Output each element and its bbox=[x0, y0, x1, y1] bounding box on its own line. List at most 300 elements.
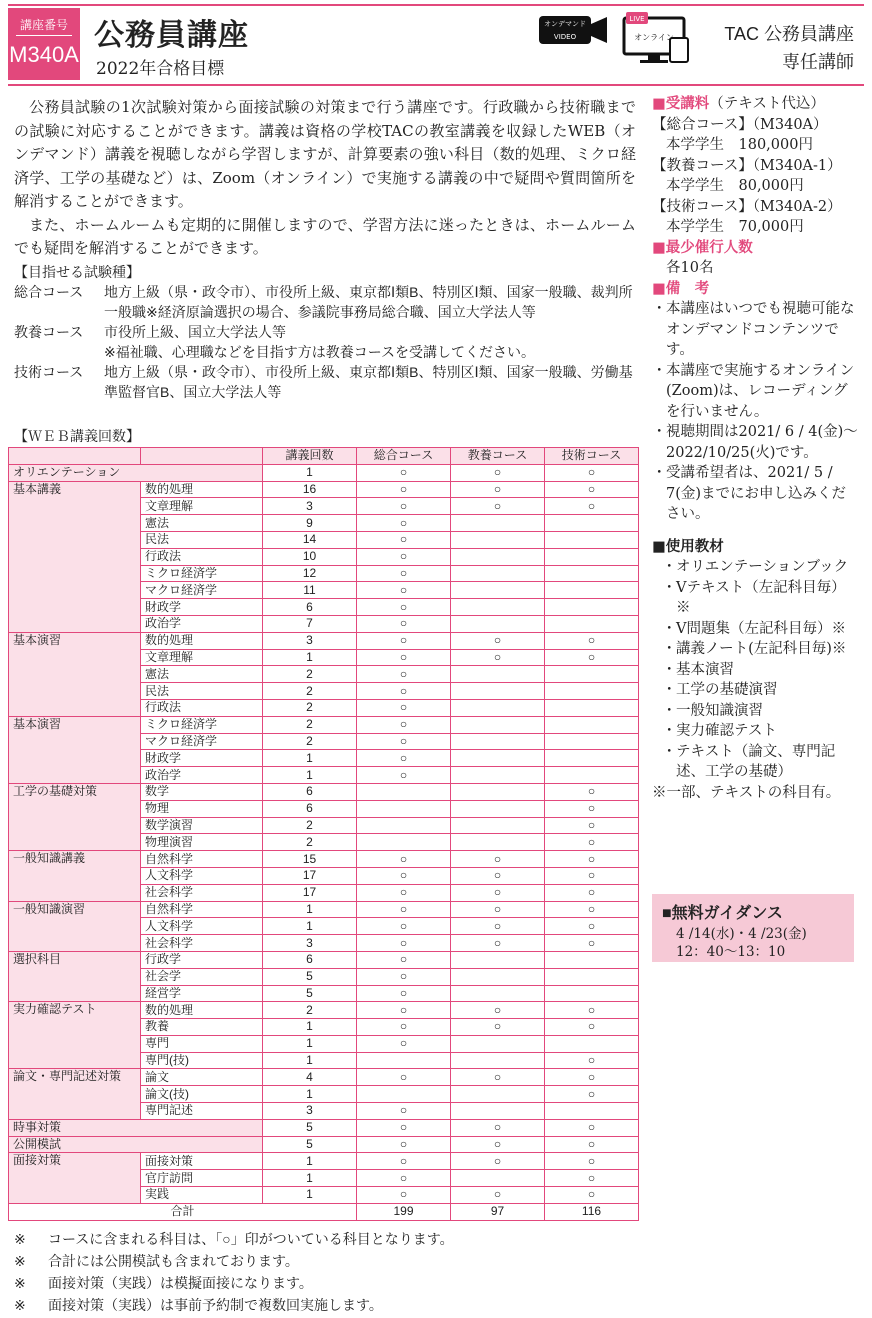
lecture-count: 16 bbox=[263, 481, 357, 498]
course-mark: ○ bbox=[357, 985, 451, 1002]
table-row bbox=[9, 1119, 639, 1136]
course-mark bbox=[545, 951, 639, 968]
lecture-count: 1 bbox=[263, 1187, 357, 1204]
table-subject: 官庁訪問 bbox=[141, 1170, 263, 1187]
table-subject: 民法 bbox=[141, 683, 263, 700]
course-mark: ○ bbox=[545, 918, 639, 935]
exam-course-name: 総合コース bbox=[14, 284, 84, 300]
table-row bbox=[9, 951, 639, 968]
course-mark bbox=[451, 599, 545, 616]
course-mark: ○ bbox=[357, 632, 451, 649]
table-subject: 専門(技) bbox=[141, 1052, 263, 1069]
table-subject: 論文(技) bbox=[141, 1086, 263, 1103]
lecture-count: 1 bbox=[263, 649, 357, 666]
fee-heading bbox=[652, 94, 860, 115]
course-mark bbox=[545, 1103, 639, 1120]
lecture-count: 3 bbox=[263, 632, 357, 649]
course-mark: ○ bbox=[357, 464, 451, 481]
lecture-count: 2 bbox=[263, 817, 357, 834]
table-subject: ミクロ経済学 bbox=[141, 565, 263, 582]
course-mark bbox=[545, 582, 639, 599]
table-subject: 社会学 bbox=[141, 968, 263, 985]
course-mark: ○ bbox=[545, 800, 639, 817]
bullet-icon: ・ bbox=[662, 641, 677, 657]
header-cell-technical: 技術コース bbox=[545, 448, 639, 465]
course-mark: ○ bbox=[357, 733, 451, 750]
table-row bbox=[9, 783, 639, 800]
exam-targets: 地方上級（県・政令市）、市役所上級、東京都Ⅰ類B、特別区Ⅰ類、国家一般職、労働基準監督官B、国立大学法人等 bbox=[104, 364, 633, 400]
total-general: 199 bbox=[357, 1203, 451, 1220]
course-mark bbox=[545, 750, 639, 767]
course-mark bbox=[451, 683, 545, 700]
course-mark bbox=[545, 985, 639, 1002]
header-cell-liberal: 教養コース bbox=[451, 448, 545, 465]
course-mark: ○ bbox=[357, 666, 451, 683]
lecture-count: 1 bbox=[263, 767, 357, 784]
course-mark: ○ bbox=[357, 1035, 451, 1052]
footnote-mark: ※ bbox=[14, 1253, 26, 1269]
course-mark bbox=[451, 968, 545, 985]
fee-course-name: 【教養コース】 bbox=[652, 157, 753, 174]
remark-text: 視聴期間は2021/ 6 / 4(金)～2022/10/25(火)です。 bbox=[666, 424, 858, 461]
course-mark bbox=[545, 733, 639, 750]
course-mark: ○ bbox=[545, 1086, 639, 1103]
header-cell-count: 講義回数 bbox=[263, 448, 357, 465]
exam-row bbox=[14, 282, 644, 322]
lecture-count: 1 bbox=[263, 918, 357, 935]
course-mark bbox=[451, 716, 545, 733]
course-mark bbox=[545, 1035, 639, 1052]
total-label: 合計 bbox=[9, 1203, 357, 1220]
lecture-count: 6 bbox=[263, 599, 357, 616]
table-subject: 教養 bbox=[141, 1019, 263, 1036]
course-mark bbox=[545, 666, 639, 683]
course-mark: ○ bbox=[545, 1052, 639, 1069]
footnote bbox=[14, 1228, 454, 1250]
course-mark: ○ bbox=[545, 901, 639, 918]
table-subject: 社会科学 bbox=[141, 884, 263, 901]
live-online-monitor-icon bbox=[622, 10, 692, 66]
table-subject: 物理 bbox=[141, 800, 263, 817]
table-subject: マクロ経済学 bbox=[141, 582, 263, 599]
course-mark bbox=[545, 699, 639, 716]
min-value: 各10名 bbox=[666, 260, 714, 276]
lecture-count: 10 bbox=[263, 548, 357, 565]
course-mark bbox=[357, 817, 451, 834]
page-title: 公務員講座 bbox=[94, 18, 249, 53]
course-mark: ○ bbox=[357, 951, 451, 968]
lecture-count: 17 bbox=[263, 884, 357, 901]
table-row bbox=[9, 1069, 639, 1086]
course-mark: ○ bbox=[451, 1187, 545, 1204]
lecture-count: 11 bbox=[263, 582, 357, 599]
table-subject: 経営学 bbox=[141, 985, 263, 1002]
material-text: V問題集（左記科目毎）※ bbox=[676, 620, 846, 637]
table-subject: 数学 bbox=[141, 783, 263, 800]
table-group-name: 選択科目 bbox=[9, 951, 141, 1001]
course-mark bbox=[451, 548, 545, 565]
table-subject: 自然科学 bbox=[141, 851, 263, 868]
lecture-count: 1 bbox=[263, 1153, 357, 1170]
course-mark: ○ bbox=[545, 1002, 639, 1019]
table-subject: 政治学 bbox=[141, 615, 263, 632]
course-mark: ○ bbox=[357, 918, 451, 935]
web-lecture-table bbox=[8, 447, 639, 1221]
course-mark bbox=[451, 515, 545, 532]
exam-row bbox=[14, 362, 644, 402]
course-mark: ○ bbox=[545, 851, 639, 868]
course-mark bbox=[357, 783, 451, 800]
vod-badge-text: オンデマンド bbox=[544, 20, 586, 28]
course-mark: ○ bbox=[451, 1019, 545, 1036]
material-item bbox=[652, 680, 860, 701]
remark-item bbox=[652, 463, 860, 525]
course-mark: ○ bbox=[451, 632, 545, 649]
lecture-count: 2 bbox=[263, 1002, 357, 1019]
table-subject: 文章理解 bbox=[141, 649, 263, 666]
remark-item bbox=[652, 422, 860, 463]
course-mark: ○ bbox=[545, 1019, 639, 1036]
lecture-count: 2 bbox=[263, 683, 357, 700]
course-mark bbox=[451, 1035, 545, 1052]
material-text: テキスト（論文、専門記述、工学の基礎） bbox=[676, 743, 836, 780]
material-item bbox=[652, 578, 860, 619]
exam-course-name bbox=[14, 342, 104, 362]
exam-course-name: 教養コース bbox=[14, 324, 84, 340]
course-mark bbox=[451, 531, 545, 548]
table-subject: 人文科学 bbox=[141, 867, 263, 884]
course-mark: ○ bbox=[545, 1136, 639, 1153]
course-mark: ○ bbox=[357, 582, 451, 599]
course-mark bbox=[451, 615, 545, 632]
table-group-name: オリエンテーション bbox=[9, 464, 263, 481]
bullet-icon: ・ bbox=[662, 723, 677, 739]
footnote-mark: ※ bbox=[14, 1297, 26, 1313]
course-mark: ○ bbox=[357, 1170, 451, 1187]
course-mark: ○ bbox=[357, 548, 451, 565]
vod-sub-text: VIDEO bbox=[553, 33, 577, 41]
table-total-row bbox=[9, 1203, 639, 1220]
material-text: 講義ノート(左記科目毎)※ bbox=[676, 641, 847, 657]
lecture-count: 2 bbox=[263, 834, 357, 851]
lecture-count: 1 bbox=[263, 1170, 357, 1187]
material-text: オリエンテーションブック bbox=[676, 559, 849, 575]
course-mark bbox=[451, 1170, 545, 1187]
exam-targets: 地方上級（県・政令市）、市役所上級、東京都Ⅰ類B、特別区Ⅰ類、国家一般職、裁判所一般職※経済原論選択の場合、参議院事務局総合職、国立大学法人等 bbox=[104, 284, 633, 320]
course-mark bbox=[545, 683, 639, 700]
material-item bbox=[652, 742, 860, 783]
course-mark: ○ bbox=[451, 935, 545, 952]
course-mark: ○ bbox=[357, 1153, 451, 1170]
fee-price: 本学学生 70,000円 bbox=[666, 219, 804, 235]
table-group-name: 基本講義 bbox=[9, 481, 141, 632]
material-text: 実力確認テスト bbox=[676, 723, 777, 739]
remark-item bbox=[652, 299, 860, 361]
fee-course-name: 【技術コース】 bbox=[652, 198, 753, 215]
material-text: 一般知識演習 bbox=[676, 702, 763, 719]
lecture-count: 6 bbox=[263, 783, 357, 800]
lecture-count: 5 bbox=[263, 1119, 357, 1136]
course-mark: ○ bbox=[545, 632, 639, 649]
table-subject: 行政法 bbox=[141, 699, 263, 716]
course-mark: ○ bbox=[451, 1153, 545, 1170]
course-code: M340A bbox=[9, 42, 79, 67]
course-mark bbox=[451, 699, 545, 716]
course-mark: ○ bbox=[357, 1119, 451, 1136]
lecture-count: 1 bbox=[263, 1035, 357, 1052]
course-mark bbox=[451, 565, 545, 582]
course-mark bbox=[357, 834, 451, 851]
material-item bbox=[652, 639, 860, 660]
fee-price: 本学学生 80,000円 bbox=[666, 178, 804, 194]
table-subject: 財政学 bbox=[141, 750, 263, 767]
table-subject: 憲法 bbox=[141, 515, 263, 532]
footnote bbox=[14, 1250, 454, 1272]
lecture-count: 2 bbox=[263, 716, 357, 733]
course-mark: ○ bbox=[451, 481, 545, 498]
instructor-role: 専任講師 bbox=[782, 52, 854, 72]
table-row bbox=[9, 1002, 639, 1019]
course-code-label: 講座番号 bbox=[16, 16, 72, 36]
header-top-rule bbox=[8, 4, 864, 6]
footnote bbox=[14, 1272, 454, 1294]
course-code-badge bbox=[8, 8, 80, 80]
course-mark: ○ bbox=[357, 716, 451, 733]
course-mark: ○ bbox=[357, 481, 451, 498]
table-subject: 専門記述 bbox=[141, 1103, 263, 1120]
course-mark: ○ bbox=[451, 918, 545, 935]
page-header bbox=[0, 0, 872, 86]
lecture-count: 1 bbox=[263, 464, 357, 481]
total-technical: 116 bbox=[545, 1203, 639, 1220]
web-lecture-heading: 【ＷＥＢ講義回数】 bbox=[14, 428, 140, 444]
table-group-name: 一般知識演習 bbox=[9, 901, 141, 951]
lecture-count: 6 bbox=[263, 951, 357, 968]
table-subject: 論文 bbox=[141, 1069, 263, 1086]
fee-price: 本学学生 180,000円 bbox=[666, 137, 813, 153]
footnote bbox=[14, 1294, 454, 1316]
footnotes bbox=[14, 1228, 454, 1316]
course-mark: ○ bbox=[357, 649, 451, 666]
guidance-title: ■無料ガイダンス bbox=[662, 905, 783, 922]
lecture-count: 3 bbox=[263, 498, 357, 515]
footnote-mark: ※ bbox=[14, 1231, 26, 1247]
fee-list bbox=[652, 115, 860, 238]
table-subject: 実践 bbox=[141, 1187, 263, 1204]
table-subject: 行政法 bbox=[141, 548, 263, 565]
header-bottom-rule bbox=[8, 84, 864, 86]
course-mark: ○ bbox=[451, 1069, 545, 1086]
course-mark bbox=[451, 800, 545, 817]
target-exams-section bbox=[14, 262, 644, 402]
course-mark: ○ bbox=[357, 531, 451, 548]
exam-targets: ※福祉職、心理職などを目指す方は教養コースを受講してください。 bbox=[104, 344, 536, 360]
description-paragraph: 公務員試験の1次試験対策から面接試験の対策まで行う講座です。行政職から技術職までの試験に対応することができます。講義は資格の学校TACの教室講義を収録したWEB（オンデマンド）講義を視聴しながら学習しますが、計算要素の強い科目（数的処理、ミクロ経済学、工学の基礎など）は、Zoom（オンライン）で実施する講義の中で疑問や質問箇所を解消することができます。 bbox=[14, 98, 636, 210]
course-mark: ○ bbox=[545, 867, 639, 884]
course-mark: ○ bbox=[357, 1103, 451, 1120]
min-heading: ■最少催行人数 bbox=[652, 238, 753, 256]
course-mark: ○ bbox=[545, 783, 639, 800]
lecture-count: 2 bbox=[263, 699, 357, 716]
course-mark: ○ bbox=[357, 1069, 451, 1086]
course-mark: ○ bbox=[357, 515, 451, 532]
table-group-name: 論文・専門記述対策 bbox=[9, 1069, 141, 1119]
course-mark: ○ bbox=[357, 750, 451, 767]
table-subject: 行政学 bbox=[141, 951, 263, 968]
course-mark: ○ bbox=[545, 817, 639, 834]
lecture-count: 1 bbox=[263, 1052, 357, 1069]
materials-heading: ■使用教材 bbox=[652, 537, 724, 555]
fee-heading-note: （テキスト代込） bbox=[709, 96, 825, 112]
course-mark bbox=[545, 615, 639, 632]
table-row bbox=[9, 481, 639, 498]
course-mark: ○ bbox=[357, 565, 451, 582]
course-mark: ○ bbox=[451, 851, 545, 868]
table-subject: 数的処理 bbox=[141, 632, 263, 649]
course-description bbox=[14, 96, 636, 261]
bullet-icon: ・ bbox=[662, 661, 677, 678]
exam-course-name: 技術コース bbox=[14, 364, 84, 380]
course-mark bbox=[545, 599, 639, 616]
course-mark: ○ bbox=[357, 901, 451, 918]
online-label: オンライン bbox=[634, 33, 674, 42]
table-group-name: 基本演習 bbox=[9, 716, 141, 783]
table-row bbox=[9, 901, 639, 918]
material-text: 工学の基礎演習 bbox=[676, 682, 778, 698]
lecture-count: 3 bbox=[263, 935, 357, 952]
course-mark: ○ bbox=[451, 498, 545, 515]
lecture-count: 5 bbox=[263, 968, 357, 985]
table-subject: 政治学 bbox=[141, 767, 263, 784]
footnote-text: 合計には公開模試も含まれております。 bbox=[48, 1253, 299, 1269]
fee-course-code: （M340A） bbox=[752, 116, 828, 133]
exam-row bbox=[14, 342, 644, 362]
course-mark bbox=[451, 582, 545, 599]
course-mark: ○ bbox=[545, 498, 639, 515]
course-mark bbox=[545, 968, 639, 985]
remarks-list bbox=[652, 299, 860, 525]
table-group-name: 面接対策 bbox=[9, 1153, 141, 1203]
table-group-name: 公開模試 bbox=[9, 1136, 263, 1153]
target-exams-heading: 【目指せる試験種】 bbox=[14, 264, 140, 280]
course-mark: ○ bbox=[451, 867, 545, 884]
course-mark bbox=[357, 800, 451, 817]
bullet-icon: ・ bbox=[662, 620, 677, 637]
materials-note: ※一部、テキストの科目有。 bbox=[652, 784, 841, 801]
course-mark bbox=[545, 515, 639, 532]
table-row bbox=[9, 464, 639, 481]
course-mark bbox=[451, 1052, 545, 1069]
bullet-icon: ・ bbox=[652, 362, 667, 379]
remarks-heading: ■備 考 bbox=[652, 279, 710, 297]
table-subject: 人文科学 bbox=[141, 918, 263, 935]
course-mark: ○ bbox=[451, 1119, 545, 1136]
free-guidance-box bbox=[652, 894, 854, 962]
bullet-icon: ・ bbox=[662, 702, 677, 719]
course-mark: ○ bbox=[451, 1136, 545, 1153]
bullet-icon: ・ bbox=[652, 465, 667, 481]
course-mark: ○ bbox=[545, 884, 639, 901]
bullet-icon: ・ bbox=[662, 682, 677, 698]
course-mark: ○ bbox=[545, 1153, 639, 1170]
course-mark: ○ bbox=[545, 464, 639, 481]
lecture-count: 1 bbox=[263, 750, 357, 767]
bullet-icon: ・ bbox=[652, 424, 667, 440]
table-subject: 専門 bbox=[141, 1035, 263, 1052]
table-subject: 数的処理 bbox=[141, 481, 263, 498]
materials-list bbox=[652, 557, 860, 783]
lecture-count: 1 bbox=[263, 1086, 357, 1103]
lecture-count: 12 bbox=[263, 565, 357, 582]
guidance-dates: 4 /14(水)・4 /23(金) bbox=[676, 926, 807, 942]
course-mark: ○ bbox=[545, 1170, 639, 1187]
course-mark bbox=[357, 1086, 451, 1103]
lecture-count: 15 bbox=[263, 851, 357, 868]
video-camera-icon bbox=[538, 14, 608, 46]
course-mark: ○ bbox=[545, 481, 639, 498]
table-group-name: 時事対策 bbox=[9, 1119, 263, 1136]
exam-targets: 市役所上級、国立大学法人等 bbox=[104, 324, 286, 340]
table-row bbox=[9, 632, 639, 649]
table-subject: 数的処理 bbox=[141, 1002, 263, 1019]
course-mark: ○ bbox=[545, 834, 639, 851]
material-item bbox=[652, 557, 860, 578]
table-subject: 自然科学 bbox=[141, 901, 263, 918]
bullet-icon: ・ bbox=[662, 579, 677, 596]
lecture-count: 3 bbox=[263, 1103, 357, 1120]
table-subject: マクロ経済学 bbox=[141, 733, 263, 750]
course-mark bbox=[451, 817, 545, 834]
lecture-count: 2 bbox=[263, 733, 357, 750]
course-mark: ○ bbox=[357, 1136, 451, 1153]
fee-course-name: 【総合コース】 bbox=[652, 116, 753, 133]
header-cell-blank bbox=[141, 448, 263, 465]
header-cell-general: 総合コース bbox=[357, 448, 451, 465]
target-exams-list bbox=[14, 282, 644, 402]
table-subject: 憲法 bbox=[141, 666, 263, 683]
table-row bbox=[9, 716, 639, 733]
course-mark: ○ bbox=[357, 615, 451, 632]
lecture-count: 2 bbox=[263, 666, 357, 683]
course-mark: ○ bbox=[357, 851, 451, 868]
fee-course bbox=[652, 115, 860, 136]
course-mark: ○ bbox=[357, 767, 451, 784]
course-mark bbox=[357, 1052, 451, 1069]
material-text: Vテキスト（左記科目毎）※ bbox=[676, 579, 846, 616]
table-subject: 面接対策 bbox=[141, 1153, 263, 1170]
table-subject: 数学演習 bbox=[141, 817, 263, 834]
table-body bbox=[9, 464, 639, 1203]
bullet-icon: ・ bbox=[662, 559, 677, 575]
course-mark: ○ bbox=[451, 901, 545, 918]
lecture-count: 6 bbox=[263, 800, 357, 817]
material-item bbox=[652, 660, 860, 681]
table-group-name: 一般知識講義 bbox=[9, 851, 141, 901]
course-mark bbox=[451, 1086, 545, 1103]
course-mark: ○ bbox=[357, 935, 451, 952]
course-mark bbox=[451, 666, 545, 683]
material-item bbox=[652, 619, 860, 640]
page-subtitle: 2022年合格目標 bbox=[96, 59, 225, 79]
course-mark bbox=[545, 531, 639, 548]
course-mark: ○ bbox=[357, 968, 451, 985]
remark-text: 本講座で実施するオンライン(Zoom)は、レコーディングを行いません。 bbox=[666, 362, 855, 420]
instructor-org: TAC 公務員講座 bbox=[724, 24, 854, 44]
course-mark bbox=[545, 565, 639, 582]
remark-text: 受講希望者は、2021/ 5 / 7(金)までにお申し込みください。 bbox=[666, 465, 847, 522]
footnote-mark: ※ bbox=[14, 1275, 26, 1291]
table-row bbox=[9, 1136, 639, 1153]
